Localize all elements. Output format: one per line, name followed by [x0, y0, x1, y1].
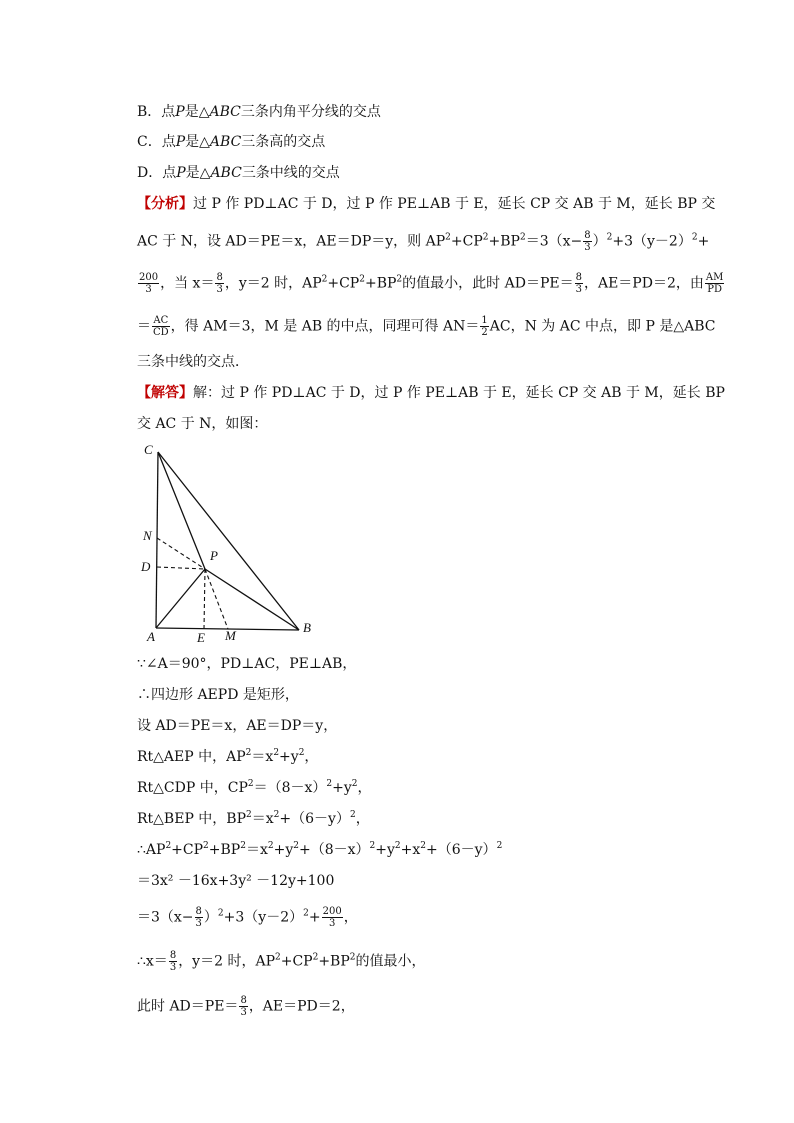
label-m: M	[225, 628, 236, 643]
frac-num: 8	[195, 906, 202, 917]
solution-line-1	[137, 383, 725, 403]
sq-sup: 2	[519, 232, 526, 243]
sq-sup: 2	[240, 841, 246, 851]
sq-sup: 2	[420, 841, 427, 851]
analysis-l4-a: ，得 AM＝3，M 是 AB 的中点，同理可得 AN＝	[170, 318, 480, 335]
segment-np-dashed	[157, 538, 205, 569]
analysis-line-3	[137, 272, 725, 295]
step-4-d: ，	[304, 749, 319, 765]
step-1-text: ∵∠A＝90°，PD⊥AC，PE⊥AB，	[137, 656, 357, 672]
sq-sup: 2	[274, 952, 281, 963]
frac-den: 3	[575, 284, 582, 295]
option-b-prefix: B．点	[137, 104, 176, 120]
solution-line-2	[137, 414, 267, 434]
step-10-d: +BP	[318, 953, 350, 970]
analysis-l2-tail: ）	[592, 233, 607, 250]
sq-sup: 2	[246, 810, 252, 820]
step-6-d: ，	[355, 811, 370, 827]
analysis-line-5	[137, 352, 249, 372]
step-9-d: +	[308, 909, 321, 926]
frac-num: 8	[584, 230, 591, 241]
segment-cb	[158, 452, 299, 630]
step-6-b: ＝x	[251, 811, 274, 827]
option-d-abc: ABC	[210, 165, 242, 181]
frac-num: 200	[139, 272, 159, 283]
label-a: A	[147, 629, 155, 644]
sq-sup: 2	[369, 841, 376, 851]
solution-text-1: 解：过 P 作 PD⊥AC 于 D，过 P 作 PE⊥AB 于 E，延长 CP 交 AB 于 M，延长 BP	[193, 385, 725, 401]
step-10-b: ，y＝2 时，AP	[178, 953, 275, 970]
sq-sup: 2	[349, 952, 356, 963]
step-10-c: +CP	[280, 953, 313, 970]
step-11	[137, 995, 355, 1018]
step-5	[137, 778, 372, 798]
analysis-l2-eq: ＝3（x−	[525, 233, 583, 250]
segment-pm-dashed	[205, 569, 228, 629]
step-7	[137, 840, 502, 860]
step-4	[137, 747, 318, 767]
analysis-tag: 【分析】	[137, 196, 193, 212]
fraction-8-3	[215, 272, 223, 295]
sq-sup: 2	[298, 748, 305, 758]
sq-sup: 2	[247, 779, 254, 789]
option-b	[137, 102, 381, 122]
analysis-l2-tail2: +3（y－2）	[612, 233, 692, 250]
sq-sup: 2	[351, 779, 358, 789]
label-c: C	[144, 442, 153, 457]
sq-sup: 2	[267, 841, 274, 851]
step-4-b: ＝x	[251, 749, 274, 765]
step-7-g: +y	[375, 842, 395, 858]
step-10-e: 的值最小，	[355, 953, 426, 970]
analysis-l3-d: +BP	[364, 275, 397, 292]
option-d	[137, 163, 340, 183]
sq-sup: 2	[349, 810, 356, 820]
analysis-l2-end: +	[697, 233, 710, 250]
frac-num: 8	[169, 950, 177, 961]
step-5-b: ＝（8－x）	[253, 780, 327, 796]
segment-pe-dashed	[204, 569, 205, 629]
frac-den: 3	[169, 962, 177, 973]
label-d: D	[141, 559, 151, 574]
step-9-c: +3（y－2）	[223, 909, 304, 926]
option-c	[137, 132, 325, 152]
frac-num: AM	[705, 272, 724, 283]
sq-sup: 2	[445, 232, 451, 243]
sq-sup: 2	[203, 841, 209, 851]
option-b-abc: ABC	[209, 104, 241, 120]
frac-den: 2	[481, 327, 488, 338]
frac-num: 8	[575, 272, 582, 283]
step-10	[137, 950, 426, 973]
sq-sup: 2	[396, 274, 403, 285]
step-10-a: ∴x＝	[137, 953, 168, 970]
step-5-a: Rt△CDP 中，CP	[137, 780, 248, 796]
sq-sup: 2	[273, 748, 280, 758]
frac-num: 1	[481, 315, 488, 326]
solution-tag: 【解答】	[137, 385, 193, 401]
frac-num: 8	[216, 272, 223, 283]
solution-text-2: 交 AC 于 N，如图：	[137, 416, 268, 432]
sq-sup: 2	[482, 232, 489, 243]
option-d-prefix: D．点	[137, 165, 177, 181]
step-5-c: +y	[332, 780, 352, 796]
step-8-text: ＝3x² －16x+3y² －12y+100	[137, 873, 335, 889]
fraction-200-3	[322, 906, 343, 929]
step-7-f: +（8－x）	[298, 842, 370, 858]
step-6-c: +（6－y）	[279, 811, 350, 827]
fraction-8-3	[583, 230, 591, 253]
analysis-l3-a: ，当 x＝	[160, 275, 215, 292]
step-7-d: ＝x	[245, 842, 268, 858]
option-b-p: P	[175, 104, 185, 120]
frac-den: PD	[707, 284, 722, 295]
fraction-8-3	[195, 906, 203, 929]
frac-num: 8	[240, 995, 247, 1006]
analysis-l3-c: +CP	[327, 275, 360, 292]
option-c-p: P	[175, 134, 186, 150]
fraction-1-2	[480, 315, 488, 338]
sq-sup: 2	[245, 748, 252, 758]
analysis-line-2	[137, 230, 709, 253]
step-7-b: +CP	[171, 842, 204, 858]
option-b-tail: 三条内角平分线的交点	[240, 104, 381, 120]
step-9-e: ，	[343, 909, 358, 926]
sq-sup: 2	[691, 232, 698, 243]
fraction-8-3	[239, 995, 247, 1018]
step-7-h: +x	[400, 842, 421, 858]
option-b-is: 是△	[184, 104, 210, 120]
label-n: N	[143, 528, 152, 543]
option-c-tail: 三条高的交点	[241, 134, 326, 150]
analysis-line-1	[137, 194, 715, 214]
analysis-l3-e: 的值最小，此时 AD＝PE＝	[402, 275, 574, 292]
sq-sup: 2	[606, 232, 613, 243]
analysis-l4-b: AC，N 为 AC 中点，即 P 是△ABC	[489, 318, 716, 335]
option-c-is: 是△	[185, 134, 210, 150]
analysis-l4-eq: ＝	[137, 318, 151, 335]
option-d-p: P	[176, 165, 186, 181]
frac-den: 3	[145, 284, 152, 295]
analysis-l3-f: ，AE＝PD＝2，由	[583, 275, 704, 292]
step-5-d: ，	[357, 780, 372, 796]
step-4-c: +y	[279, 749, 299, 765]
step-6	[137, 809, 370, 829]
frac-den: 3	[584, 242, 591, 253]
sq-sup: 2	[293, 841, 299, 851]
segment-ca	[156, 452, 158, 628]
option-d-is: 是△	[185, 165, 211, 181]
sq-sup: 2	[321, 274, 328, 285]
step-8	[137, 871, 334, 891]
label-b: B	[303, 620, 311, 635]
step-3	[137, 716, 337, 736]
fraction-8-3	[169, 950, 177, 973]
analysis-text-5: 三条中线的交点．	[137, 354, 249, 370]
label-e: E	[197, 630, 205, 645]
analysis-line-4	[137, 315, 715, 338]
step-6-a: Rt△BEP 中，BP	[137, 811, 247, 827]
option-c-abc: ABC	[209, 134, 242, 150]
frac-den: 3	[216, 284, 223, 295]
step-7-i: +（6－y）	[426, 842, 497, 858]
frac-den: CD	[153, 327, 169, 338]
segment-pb	[205, 569, 299, 630]
frac-den: 3	[328, 918, 336, 929]
sq-sup: 2	[312, 952, 319, 963]
step-2	[137, 685, 299, 705]
geometry-figure	[136, 440, 326, 650]
step-3-text: 设 AD＝PE＝x，AE＝DP＝y，	[137, 718, 338, 734]
sq-sup: 2	[303, 908, 309, 919]
label-p: P	[210, 548, 218, 563]
sq-sup: 2	[394, 841, 401, 851]
fraction-200-3	[138, 272, 159, 295]
sq-sup: 2	[165, 841, 172, 851]
step-9	[137, 906, 358, 929]
sq-sup: 2	[496, 841, 503, 851]
sq-sup: 2	[326, 779, 333, 789]
analysis-l2-pre: AC 于 N，设 AD＝PE＝x，AE＝DP＝y，则 AP	[137, 233, 446, 250]
step-4-a: Rt△AEP 中，AP	[137, 749, 246, 765]
segment-ap	[156, 569, 205, 628]
step-9-a: ＝3（x−	[137, 909, 194, 926]
option-c-prefix: C．点	[137, 134, 176, 150]
fraction-am-pd	[705, 272, 724, 295]
option-d-tail: 三条中线的交点	[241, 165, 340, 181]
frac-num: 200	[322, 906, 342, 917]
step-11-a: 此时 AD＝PE＝	[137, 998, 239, 1015]
step-7-c: +BP	[208, 842, 241, 858]
sq-sup: 2	[217, 908, 224, 919]
fraction-ac-cd	[152, 315, 170, 338]
step-2-text: ∴四边形 AEPD 是矩形，	[137, 687, 299, 703]
step-7-a: ∴AP	[137, 842, 166, 858]
step-7-e: +y	[273, 842, 294, 858]
sq-sup: 2	[273, 810, 280, 820]
step-1	[137, 654, 356, 674]
analysis-text-1: 过 P 作 PD⊥AC 于 D，过 P 作 PE⊥AB 于 E，延长 CP 交 AB 于 M，延长 BP 交	[193, 196, 716, 212]
sq-sup: 2	[359, 274, 365, 285]
analysis-l3-b: ，y＝2 时，AP	[224, 275, 322, 292]
step-9-b: ）	[203, 909, 218, 926]
analysis-l2-mid: +CP	[450, 233, 483, 250]
step-11-b: ，AE＝PD＝2，	[248, 998, 355, 1015]
segment-dp-dashed	[157, 567, 205, 569]
frac-den: 3	[240, 1007, 247, 1018]
analysis-l2-mid2: +BP	[488, 233, 520, 250]
fraction-8-3	[575, 272, 583, 295]
frac-den: 3	[195, 918, 202, 929]
frac-num: AC	[153, 315, 169, 326]
segment-cp	[158, 452, 205, 569]
